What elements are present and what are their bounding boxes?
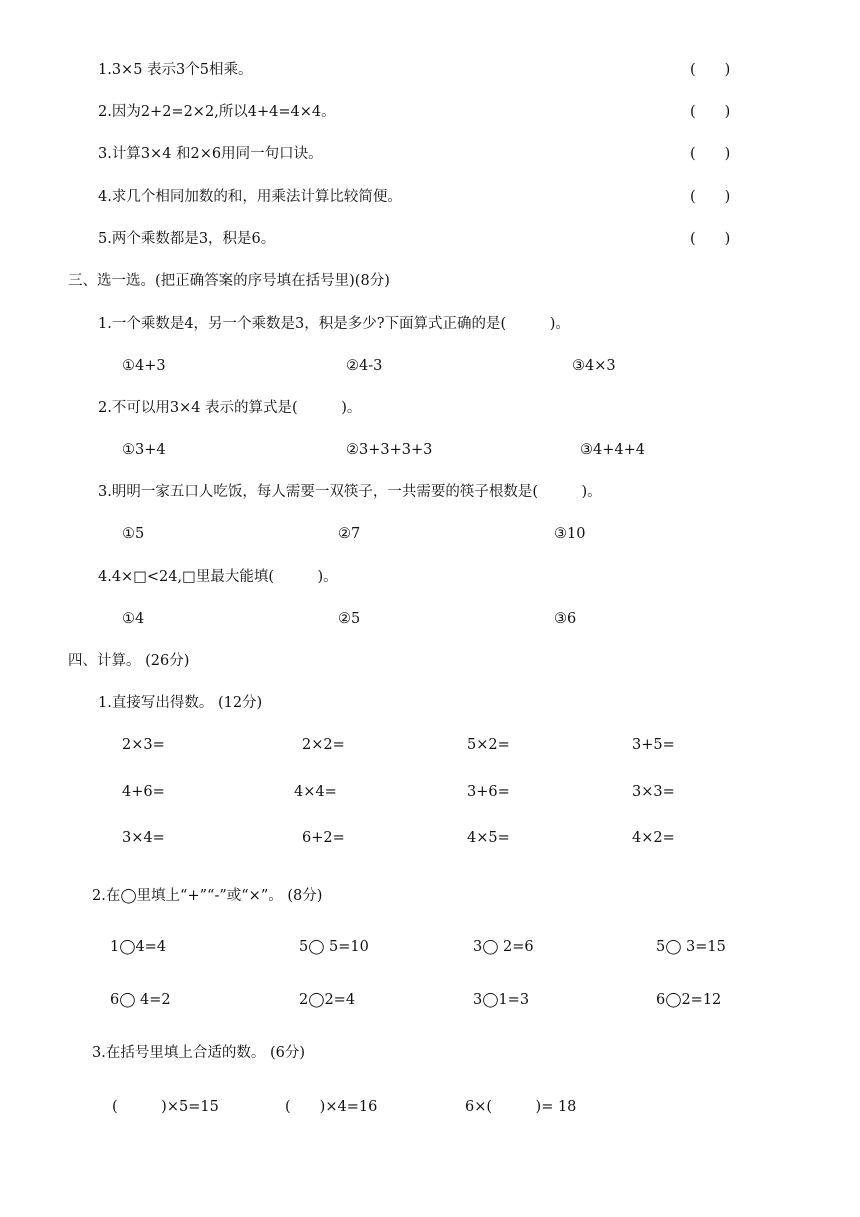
option[interactable]: ③4+4+4 xyxy=(580,442,645,458)
calc-cell: 2×2= xyxy=(302,737,345,753)
calc-part1-title: 1.直接写出得数。 (12分) xyxy=(98,695,263,711)
calc-cell: 3+5= xyxy=(632,737,675,753)
calc-cell: 3×3= xyxy=(632,784,675,800)
option[interactable]: ②7 xyxy=(338,526,361,542)
calc-cell: 3×4= xyxy=(122,830,165,846)
operator-blank[interactable]: 2◯2=4 xyxy=(299,992,356,1008)
answer-paren[interactable]: ( ) xyxy=(690,231,731,247)
answer-paren[interactable]: ( ) xyxy=(690,104,731,120)
calc-part3-title: 3.在括号里填上合适的数。 (6分) xyxy=(92,1045,305,1061)
section-heading-calc: 四、计算。 (26分) xyxy=(68,653,190,669)
choose-question-3: 3.明明一家五口人吃饭，每人需要一双筷子，一共需要的筷子根数是( )。 xyxy=(98,484,602,500)
option[interactable]: ①5 xyxy=(122,526,145,542)
operator-blank[interactable]: 5◯ 5=10 xyxy=(299,939,369,955)
calc-cell: 2×3= xyxy=(122,737,165,753)
option[interactable]: ③4×3 xyxy=(572,358,616,374)
calc-cell: 6+2= xyxy=(302,830,345,846)
option[interactable]: ③6 xyxy=(554,611,577,627)
operator-blank[interactable]: 3◯1=3 xyxy=(473,992,530,1008)
operator-blank[interactable]: 6◯2=12 xyxy=(656,992,722,1008)
option[interactable]: ②5 xyxy=(338,611,361,627)
section-heading-choose: 三、选一选。(把正确答案的序号填在括号里)(8分) xyxy=(68,273,390,289)
judge-item-1: 1.3×5 表示3个5相乘。 xyxy=(98,62,253,78)
answer-paren[interactable]: ( ) xyxy=(690,189,731,205)
option[interactable]: ②3+3+3+3 xyxy=(346,442,433,458)
fill-blank[interactable]: ( )×4=16 xyxy=(285,1099,378,1115)
choose-question-1: 1.一个乘数是4，另一个乘数是3，积是多少?下面算式正确的是( )。 xyxy=(98,316,570,332)
fill-blank[interactable]: 6×( )= 18 xyxy=(465,1099,577,1115)
judge-item-4: 4.求几个相同加数的和，用乘法计算比较简便。 xyxy=(98,189,402,205)
operator-blank[interactable]: 3◯ 2=6 xyxy=(473,939,534,955)
fill-blank[interactable]: ( )×5=15 xyxy=(112,1099,219,1115)
calc-cell: 3+6= xyxy=(467,784,510,800)
answer-paren[interactable]: ( ) xyxy=(690,146,731,162)
operator-blank[interactable]: 6◯ 4=2 xyxy=(110,992,171,1008)
judge-item-2: 2.因为2+2=2×2,所以4+4=4×4。 xyxy=(98,104,336,120)
option[interactable]: ①4+3 xyxy=(122,358,166,374)
judge-item-3: 3.计算3×4 和2×6用同一句口诀。 xyxy=(98,146,323,162)
choose-question-2: 2.不可以用3×4 表示的算式是( )。 xyxy=(98,400,362,416)
calc-cell: 4×4= xyxy=(294,784,337,800)
calc-cell: 4×5= xyxy=(467,830,510,846)
option[interactable]: ①4 xyxy=(122,611,145,627)
choose-question-4: 4.4×□<24,□里最大能填( )。 xyxy=(98,569,338,585)
operator-blank[interactable]: 1◯4=4 xyxy=(110,939,167,955)
option[interactable]: ②4-3 xyxy=(346,358,383,374)
calc-cell: 4×2= xyxy=(632,830,675,846)
judge-item-5: 5.两个乘数都是3，积是6。 xyxy=(98,231,276,247)
answer-paren[interactable]: ( ) xyxy=(690,62,731,78)
calc-cell: 5×2= xyxy=(467,737,510,753)
option[interactable]: ①3+4 xyxy=(122,442,166,458)
operator-blank[interactable]: 5◯ 3=15 xyxy=(656,939,726,955)
calc-part2-title: 2.在◯里填上“+”“-”或“×”。 (8分) xyxy=(92,888,323,904)
option[interactable]: ③10 xyxy=(554,526,586,542)
calc-cell: 4+6= xyxy=(122,784,165,800)
